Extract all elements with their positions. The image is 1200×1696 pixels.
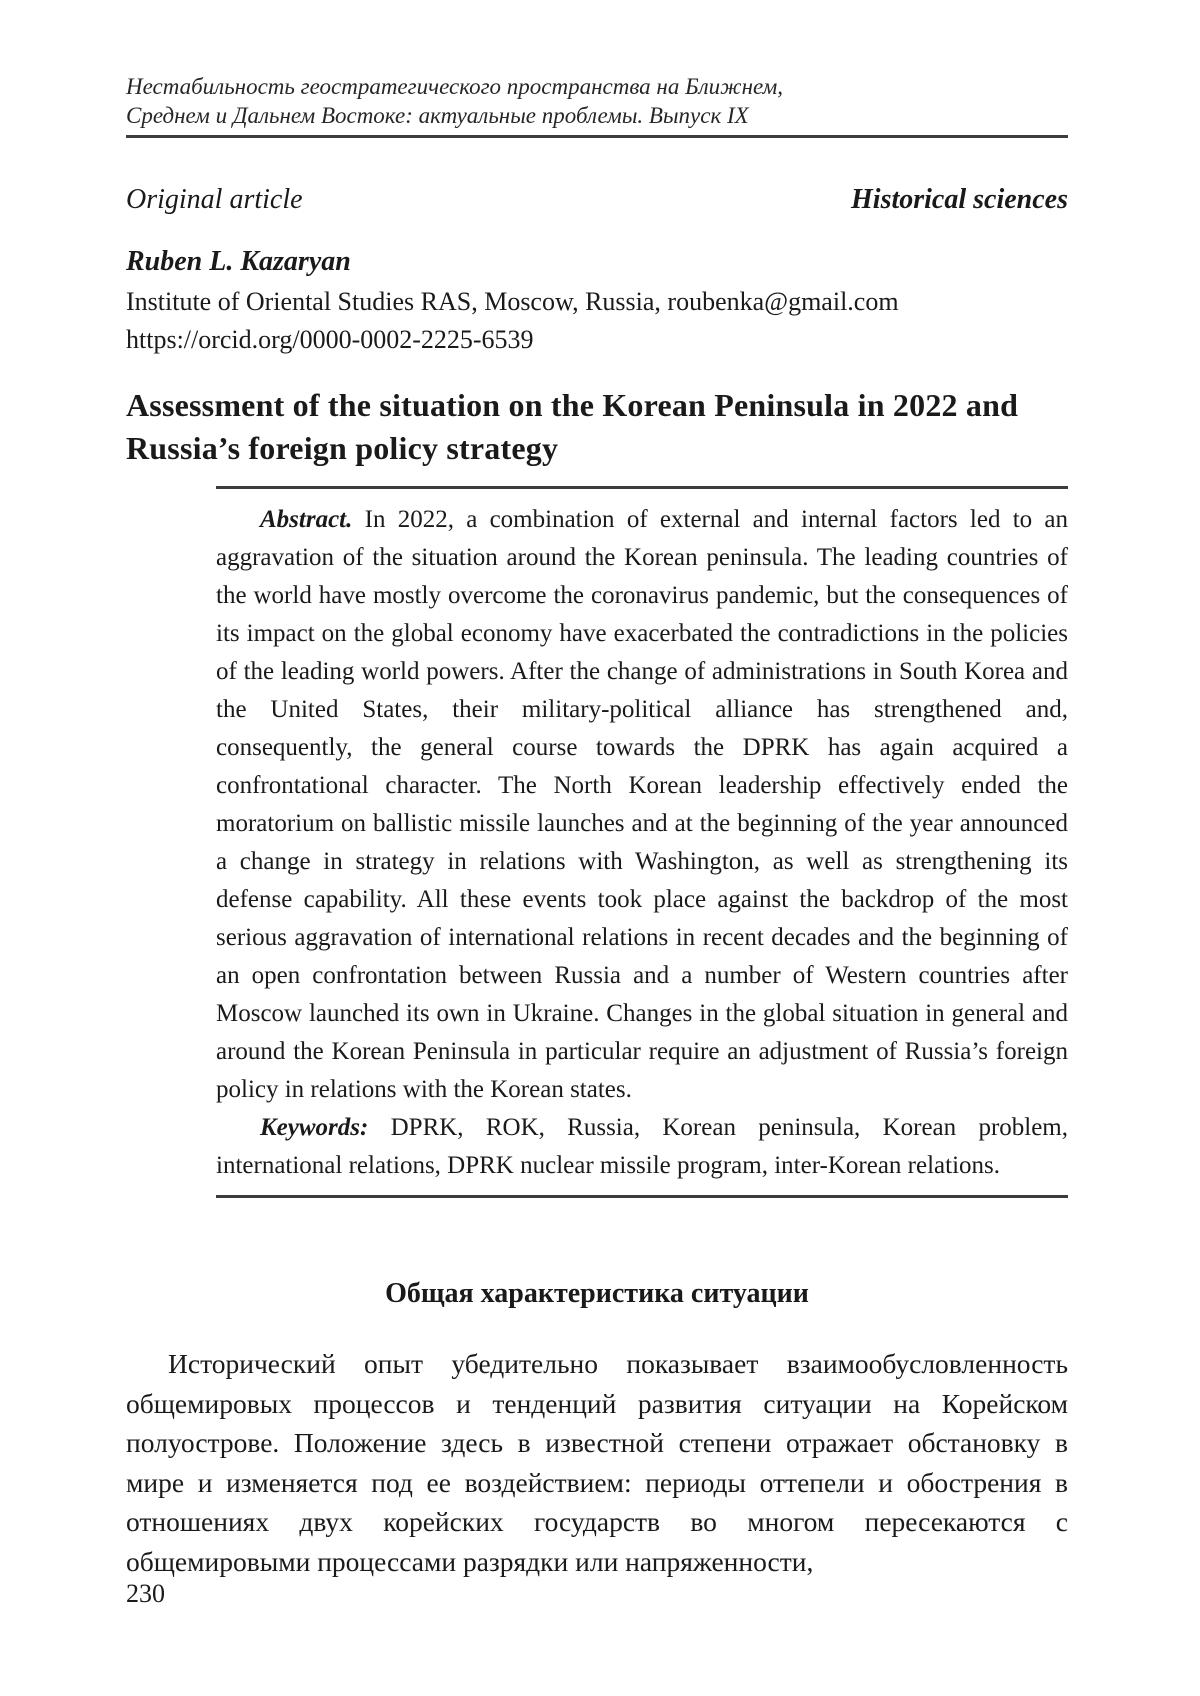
abstract-top-rule [216, 486, 1068, 489]
abstract-text: In 2022, a combination of external and internal factors led to an aggravation of the situation around the Korean peninsula. The leading countries of the world have mostly overcome the coronavirus pandemic, but the consequences of its impact on the global economy have exacerbated the contradictions in the policies of the leading world powers. After the change of administrations in South Korea and the United States, their military-political alliance has strengthened and, consequently, the general course towards the DPRK has again acquired a confrontational character. The North Korean leadership effectively ended the moratorium on ballistic missile launches and at the beginning of the year announced a change in strategy in relations with Washington, as well as strengthening its defense capability. All these events took place against the backdrop of the most serious aggravation of international relations in recent decades and the beginning of an open confrontation between Russia and a number of Western countries after Moscow launched its own in Ukraine. Changes in the global situation in general and around the Korean Peninsula in particular require an adjustment of Russia’s foreign policy in relations with the Korean states. [216, 506, 1069, 1103]
abstract-bottom-rule [216, 1195, 1068, 1198]
running-header-line1: Нестабильность геостратегического пространства на Ближнем, [126, 74, 784, 99]
article-type-label: Original article [126, 184, 303, 215]
running-header-line2: Среднем и Дальнем Востоке: актуальные проблемы. Выпуск IX [126, 103, 749, 128]
abstract-block [216, 486, 1068, 1198]
body-paragraph: Исторический опыт убедительно показывает взаимообусловленность общемировых процессов и тенденций развития ситуации на Корейском полуострове. Положение здесь в известной степени отражает обстановку в мире и изменяется под ее воздействием: периоды оттепели и обострения в отношениях двух корейских государств во многом пересекаются с общемировыми процессами разрядки или напряженности, [126, 1348, 1068, 1577]
keywords-label: Keywords: [260, 1114, 369, 1141]
author-affiliation: Institute of Oriental Studies RAS, Moscow, Russia, roubenka@gmail.com [126, 287, 899, 316]
discipline-label: Historical sciences [851, 184, 1068, 215]
article-title: Assessment of the situation on the Korean Peninsula in 2022 and Russia’s foreign policy strategy [126, 387, 1019, 466]
running-header [126, 72, 1068, 130]
keywords-paragraph [216, 1109, 1068, 1185]
section-heading: Общая характеристика ситуации [385, 1278, 809, 1309]
author-name: Ruben L. Kazaryan [126, 246, 351, 277]
running-header-rule [126, 135, 1068, 138]
abstract-paragraph [216, 501, 1068, 1109]
orcid-url: https://orcid.org/0000-0002-2225-6539 [126, 325, 534, 354]
article-meta-row [126, 182, 1068, 218]
keywords-text: DPRK, ROK, Russia, Korean peninsula, Korean problem, international relations, DPRK nuclear missile program, inter-Korean relations. [216, 1114, 1069, 1179]
abstract-label: Abstract. [260, 506, 353, 533]
page-number: 230 [126, 1579, 165, 1608]
